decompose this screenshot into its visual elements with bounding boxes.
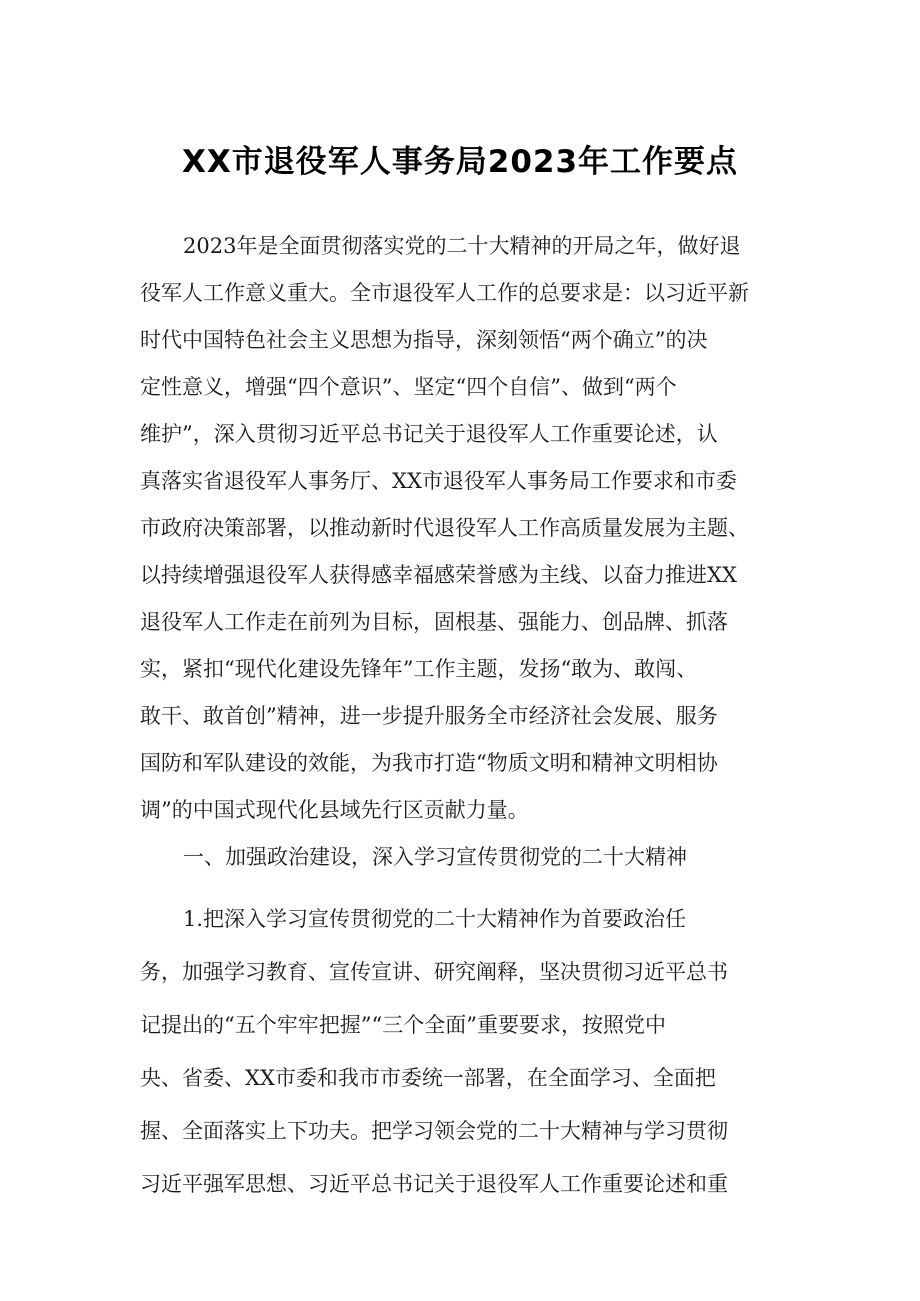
document-title: XX市退役军人事务局2023年工作要点 — [181, 144, 739, 180]
paragraph-1-line-6: 真落实省退役军人事务厅、XX市退役军人事务局工作要求和市委 — [140, 469, 737, 493]
paragraph-1-line-4: 定性意义，增强“四个意识”、坚定“四个自信”、做到“两个 — [140, 375, 677, 399]
paragraph-1-line-13: 调”的中国式现代化县域先行区贡献力量。 — [140, 798, 529, 822]
paragraph-1-line-12: 国防和军队建设的效能，为我市打造“物质文明和精神文明相协 — [140, 751, 718, 775]
paragraph-1-line-11: 敢干、敢首创”精神，进一步提升服务全市经济社会发展、服务 — [140, 704, 718, 728]
paragraph-2-line-3: 记提出的“五个牢牢把握”“三个全面”重要要求，按照党中 — [140, 1013, 666, 1037]
paragraph-1-line-5: 维护”，深入贯彻习近平总书记关于退役军人工作重要论述，认 — [140, 422, 718, 446]
paragraph-2-line-2: 务，加强学习教育、宣传宣讲、研究阐释，坚决贯彻习近平总书 — [140, 960, 728, 984]
paragraph-1-line-1: 2023年是全面贯彻落实党的二十大精神的开局之年，做好退 — [183, 234, 741, 258]
paragraph-1-line-10: 实，紧扣“现代化建设先锋年”工作主题，发扬“敢为、敢闯、 — [140, 657, 698, 681]
paragraph-2-line-5: 握、全面落实上下功夫。把学习领会党的二十大精神与学习贯彻 — [140, 1119, 728, 1143]
paragraph-1-line-8: 以持续增强退役军人获得感幸福感荣誉感为主线、以奋力推进XX — [140, 563, 737, 587]
paragraph-2-line-4: 央、省委、XX市委和我市市委统一部署，在全面学习、全面把 — [140, 1066, 716, 1090]
paragraph-1-line-2: 役军人工作意义重大。全市退役军人工作的总要求是：以习近平新 — [140, 281, 749, 305]
paragraph-1-line-3: 时代中国特色社会主义思想为指导，深刻领悟“两个确立”的决 — [140, 328, 708, 352]
paragraph-1-line-9: 退役军人工作走在前列为目标，固根基、强能力、创品牌、抓落 — [140, 610, 728, 634]
paragraph-2-line-6: 习近平强军思想、习近平总书记关于退役军人工作重要论述和重 — [140, 1172, 728, 1196]
paragraph-1-line-7: 市政府决策部署，以推动新时代退役军人工作高质量发展为主题、 — [140, 516, 749, 540]
section-heading-1: 一、加强政治建设，深入学习宣传贯彻党的二十大精神 — [183, 845, 687, 869]
paragraph-2-line-1: 1.把深入学习宣传贯彻党的二十大精神作为首要政治任 — [183, 907, 687, 931]
